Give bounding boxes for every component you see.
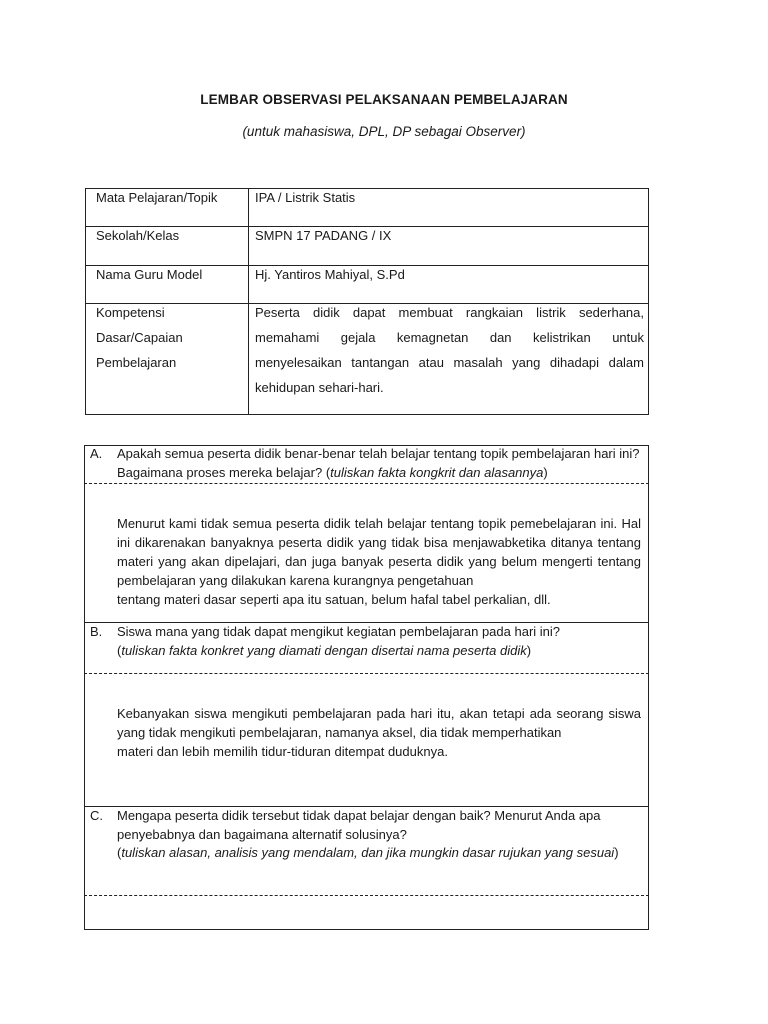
answer-text: Kebanyakan siswa mengikuti pembelajaran pada hari itu, akan tetapi ada seorang siswa yang tidak mengikuti pembelajaran, namanya aksel, dia tidak memperhatikan xyxy=(117,706,641,740)
info-value-competency xyxy=(249,304,649,415)
divider-dashed xyxy=(84,673,649,674)
answer-text: Menurut kami tidak semua peserta didik telah belajar tentang topik pemebelajaran ini. Hal ini dikarenakan banyaknya peserta didik yang tidak bisa menjawabketika ditanya tentang materi yang akan dipelajari, dan juga banyak peserta didik yang belum mengerti tentang pembelajaran yang dilakukan karena kurangnya pengetahuan xyxy=(117,516,641,588)
question-close: ) xyxy=(526,642,532,658)
answer-a xyxy=(117,514,641,609)
divider xyxy=(84,929,649,930)
divider-dashed xyxy=(84,483,649,484)
section-letter: A. xyxy=(90,446,103,461)
question-text: Siswa mana yang tidak dapat mengikut kegiatan pembelajaran pada hari ini? xyxy=(117,624,561,639)
question-instruction: tuliskan fakta kongkrit dan alasannya xyxy=(330,464,544,480)
question-a xyxy=(117,445,641,482)
info-table xyxy=(85,188,649,415)
info-row-school xyxy=(86,227,649,266)
question-close: ) xyxy=(543,464,548,480)
question-open: ( xyxy=(117,642,122,658)
info-label: Mata Pelajaran/Topik xyxy=(86,189,249,227)
answer-text-last: tentang materi dasar seperti apa itu satuan, belum hafal tabel perkalian, dll. xyxy=(117,592,551,607)
info-value: SMPN 17 PADANG / IX xyxy=(249,227,649,266)
divider-dashed xyxy=(84,895,649,896)
answer-b xyxy=(117,704,641,761)
info-label: Sekolah/Kelas xyxy=(86,227,249,266)
question-open: ( xyxy=(117,845,122,860)
info-row-teacher xyxy=(86,266,649,304)
document-subtitle: (untuk mahasiswa, DPL, DP sebagai Observer) xyxy=(242,124,526,139)
info-row-subject xyxy=(86,189,649,227)
info-value: Hj. Yantiros Mahiyal, S.Pd xyxy=(249,266,649,304)
info-value: IPA / Listrik Statis xyxy=(249,189,649,227)
info-label-line: Kompetensi xyxy=(96,305,165,320)
section-letter: B. xyxy=(90,624,103,639)
question-close: ) xyxy=(614,845,619,860)
info-label-line: Dasar/Capaian xyxy=(96,330,183,345)
info-row-competency xyxy=(86,304,649,415)
question-c xyxy=(117,807,641,863)
question-text: Mengapa peserta didik tersebut tidak dapat belajar dengan baik? Menurut Anda apa penyebabnya dan bagaimana alternatif solusinya? xyxy=(117,808,601,842)
document-title: LEMBAR OBSERVASI PELAKSANAAN PEMBELAJARAN xyxy=(200,92,568,107)
competency-text: Peserta didik dapat membuat rangkaian listrik sederhana, memahami gejala kemagnetan dan kelistrikan untuk menyelesaikan tantangan atau masalah yang dihadapi dalam kehidupan sehari-hari. xyxy=(255,305,644,395)
answer-text-last: materi dan lebih memilih tidur-tiduran ditempat duduknya. xyxy=(117,744,448,759)
info-label-line: Pembelajaran xyxy=(96,355,177,370)
section-letter: C. xyxy=(90,808,103,823)
info-label-competency xyxy=(86,304,249,415)
question-b xyxy=(117,623,641,660)
question-instruction: tuliskan alasan, analisis yang mendalam, dan jika mungkin dasar rujukan yang sesuai xyxy=(121,845,615,860)
question-text: Apakah semua peserta didik benar-benar telah belajar tentang topik pembelajaran hari ini? Bagaimana proses mereka belajar? ( xyxy=(117,446,640,480)
info-label: Nama Guru Model xyxy=(86,266,249,304)
question-instruction: tuliskan fakta konkret yang diamati dengan disertai nama peserta didik xyxy=(121,642,527,658)
